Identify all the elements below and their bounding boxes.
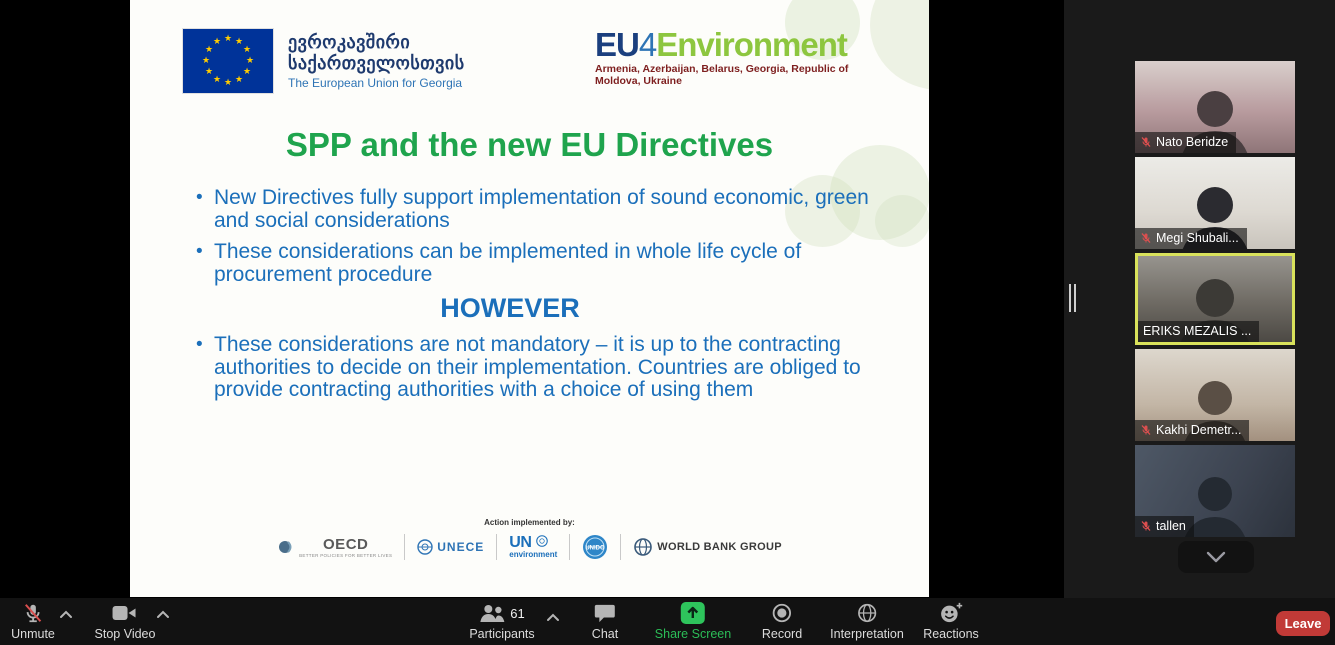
footer-caption: Action implemented by:: [484, 518, 575, 527]
eu4environment-wordmark: [595, 28, 875, 61]
reactions-label: Reactions: [923, 627, 979, 641]
chat-label: Chat: [591, 627, 619, 641]
bullet-item: • These considerations can be implemented in whole life cycle of procurement procedure: [196, 241, 886, 286]
slide-bullet-list-2: [196, 334, 886, 411]
chevron-up-icon: [156, 610, 170, 619]
svg-text:★: ★: [201, 56, 211, 66]
svg-text:UNIDO: UNIDO: [585, 545, 605, 552]
presentation-slide: [130, 0, 929, 597]
world-bank-globe-icon: [633, 537, 653, 557]
participant-name-tag: [1135, 132, 1236, 153]
share-screen-label: Share Screen: [654, 627, 732, 641]
muted-mic-icon: [22, 602, 44, 624]
participant-name: Kakhi Demetr...: [1156, 423, 1242, 437]
implementing-org-logos: [130, 534, 929, 560]
eu4env-eu: EU: [595, 26, 639, 63]
eu4env-4: 4: [638, 26, 657, 63]
unece-label: UNECE: [437, 540, 485, 554]
unido-emblem-icon: [582, 534, 608, 560]
eu4environment-logo: [595, 28, 875, 87]
video-tile-tallen[interactable]: [1135, 445, 1295, 537]
eu-flag-logo: [182, 28, 274, 94]
meeting-toolbar: [0, 598, 1335, 645]
svg-text:★: ★: [223, 34, 233, 44]
share-screen-button[interactable]: [655, 601, 731, 641]
oecd-tagline: BETTER POLICIES FOR BETTER LIVES: [299, 553, 393, 558]
footer-divider: [620, 534, 621, 560]
participant-name: Megi Shubali...: [1156, 231, 1239, 245]
unido-logo: [582, 534, 608, 560]
eu-georgia-english: The European Union for Georgia: [288, 76, 463, 91]
svg-text:★: ★: [242, 67, 252, 77]
world-bank-label: WORLD BANK GROUP: [657, 541, 782, 553]
svg-text:★: ★: [223, 78, 233, 88]
video-tile-nato-beridze[interactable]: [1135, 61, 1295, 153]
share-screen-icon: [681, 602, 705, 624]
muted-mic-icon: [1140, 232, 1152, 244]
interpretation-button[interactable]: [830, 601, 904, 641]
reactions-button[interactable]: [923, 601, 979, 641]
oecd-label: OECD: [323, 536, 369, 553]
record-label: Record: [761, 627, 803, 641]
panel-resize-handle[interactable]: [1069, 284, 1076, 312]
un-environment-logo: [509, 535, 557, 559]
leave-button[interactable]: Leave: [1276, 611, 1330, 636]
participant-name-tag: [1135, 228, 1247, 249]
muted-mic-icon: [1140, 520, 1152, 532]
chat-bubble-icon: [594, 603, 616, 623]
participant-name-tag: [1135, 420, 1249, 441]
video-tile-megi-shubali[interactable]: [1135, 157, 1295, 249]
oecd-globe-icon: [277, 538, 295, 556]
audio-options-chevron[interactable]: [59, 606, 73, 624]
participant-name-tag: [1138, 321, 1259, 342]
footer-divider: [404, 534, 405, 560]
record-button[interactable]: [762, 601, 802, 641]
stop-video-label: Stop Video: [94, 627, 156, 641]
chevron-up-icon: [59, 610, 73, 619]
participant-name: Nato Beridze: [1156, 135, 1229, 149]
muted-mic-icon: [1140, 136, 1152, 148]
slide-header: [130, 0, 929, 100]
video-camera-icon: [112, 603, 138, 623]
footer-divider: [496, 534, 497, 560]
stop-video-button[interactable]: [95, 601, 156, 641]
smiley-plus-icon: [939, 602, 963, 624]
un-environment-label: environment: [509, 550, 558, 559]
slide-bullet-list: [196, 187, 886, 295]
video-options-chevron[interactable]: [156, 606, 170, 624]
chevron-down-icon: [1205, 551, 1227, 563]
slide-footer: [130, 518, 929, 560]
participant-name-tag: [1135, 516, 1194, 537]
slide-title: SPP and the new EU Directives: [285, 126, 774, 163]
un-label: UN: [509, 534, 532, 551]
chevron-up-icon: [546, 613, 560, 622]
participants-button[interactable]: [469, 601, 534, 641]
svg-text:★: ★: [242, 45, 252, 55]
unece-logo: [417, 539, 484, 555]
eu-stars-icon: [183, 29, 273, 93]
participants-count: 61: [510, 605, 525, 621]
svg-text:★: ★: [212, 75, 222, 85]
eu4env-environment: Environment: [656, 26, 847, 63]
unmute-label: Unmute: [11, 627, 55, 641]
video-tile-kakhi-demetr[interactable]: [1135, 349, 1295, 441]
eu4environment-countries: Armenia, Azerbaijan, Belarus, Georgia, Republic of Moldova, Ukraine: [595, 63, 849, 87]
world-bank-logo: [633, 537, 782, 557]
muted-mic-icon: [1140, 424, 1152, 436]
unece-emblem-icon: [417, 539, 433, 555]
eu-georgia-wordmark: [288, 32, 465, 91]
un-emblem-icon: [536, 535, 548, 547]
participants-icon: [479, 603, 505, 623]
however-heading: HOWEVER: [440, 293, 580, 323]
globe-icon: [856, 602, 878, 624]
record-icon: [771, 602, 793, 624]
participant-name: ERIKS MEZALIS ...: [1143, 324, 1252, 338]
participants-video-sidebar: [1064, 0, 1335, 598]
eu-georgia-line2: საქართველოსთვის: [288, 52, 465, 73]
oecd-logo: [277, 536, 392, 558]
video-tile-eriks-mezalis-active-speaker[interactable]: [1135, 253, 1295, 345]
footer-divider: [569, 534, 570, 560]
participant-name: tallen: [1156, 519, 1186, 533]
participants-options-chevron[interactable]: [546, 609, 560, 627]
svg-text:★: ★: [234, 75, 244, 85]
chat-button[interactable]: [592, 601, 618, 641]
svg-text:★: ★: [204, 45, 214, 55]
bullet-item: • These considerations are not mandatory – it is up to the contracting authorities to decide on their implementation. Countries are obliged to provide contracting authorities with a choice of using them: [196, 334, 886, 402]
unmute-button[interactable]: [11, 601, 55, 641]
svg-text:★: ★: [245, 56, 255, 66]
svg-text:★: ★: [212, 37, 222, 47]
svg-text:★: ★: [204, 67, 214, 77]
up-arrow-icon: [687, 606, 699, 620]
eu-georgia-line1: ევროკავშირი: [288, 32, 411, 52]
scroll-participants-down-button[interactable]: [1178, 541, 1254, 573]
participants-label: Participants: [469, 627, 535, 641]
interpretation-label: Interpretation: [830, 627, 904, 641]
svg-text:★: ★: [234, 37, 244, 47]
bullet-item: • New Directives fully support implementation of sound economic, green and social considerations: [196, 187, 886, 232]
